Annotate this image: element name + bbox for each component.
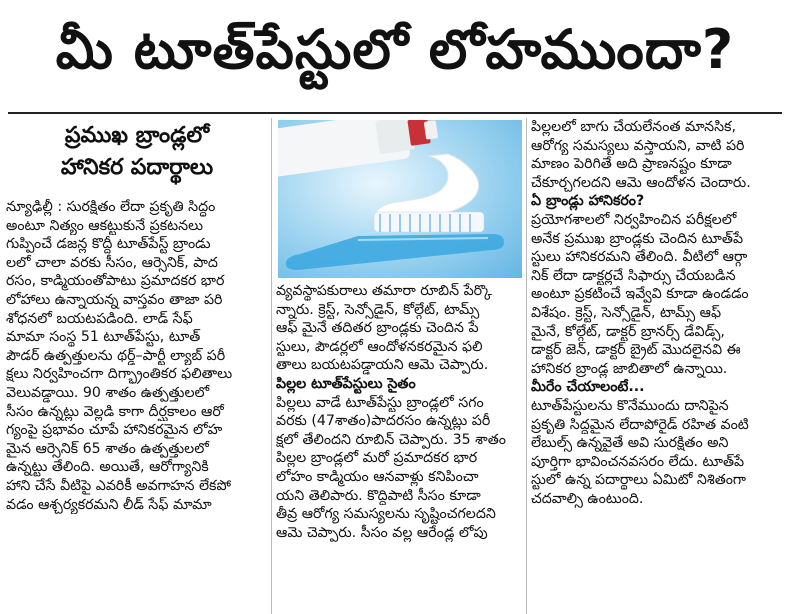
subheading-line: ప్రముఖ బ్రాండ్లలో bbox=[64, 123, 210, 148]
body-line: లోహాలు ఉన్నాయన్న వాస్తవం తాజా పరి bbox=[6, 291, 223, 308]
body-line: అంటూ నిత్యం ఆకట్టుకునే ప్రకటనలు bbox=[6, 217, 204, 234]
column-3 bbox=[531, 118, 786, 614]
body-line: స్టులు హానికరమని తేలింది. వీటిలో ఆర్గా bbox=[531, 249, 748, 266]
toothbrush-photo bbox=[278, 120, 522, 278]
body-line: క్షలో తేలిందని రూబిన్ చెప్పారు. 35 శాతం bbox=[276, 431, 506, 448]
toothbrush-toothpaste-illustration bbox=[278, 120, 522, 278]
body-line: రసం, కాడ్మియంతోపాటు ప్రమాదకర భార bbox=[6, 273, 225, 290]
body-line: అనేక ప్రముఖ బ్రాండ్లకు చెందిన టూత్‌పే bbox=[531, 230, 744, 247]
section-heading: మీరేం చేయాలంటే... bbox=[531, 379, 645, 396]
body-line: సీసం ఉన్నట్లు వెల్లడి కాగా దీర్ఘకాలం ఆరో bbox=[6, 403, 224, 420]
body-line: గుప్పించే డజన్ల కొద్దీ టూత్‌పేస్ట్ బ్రాండు bbox=[6, 236, 211, 253]
body-line: పిల్లల బ్రాండ్లలో మరో ప్రమాదకర భార bbox=[276, 450, 478, 467]
body-line: క్షలు నిర్వహించగా దిగ్భ్రాంతికర ఫలితాలు bbox=[6, 366, 233, 383]
headline: మీ టూత్‌పేస్టులో లోహముందా? bbox=[55, 17, 735, 81]
column-divider bbox=[271, 118, 272, 614]
body-line: అంటూ ప్రకటించే ఇవ్వేవి కూడా ఉండడం bbox=[531, 286, 749, 303]
body-line: మాణం పెరిగితే అది ప్రాణనష్టం కూడా bbox=[531, 156, 732, 173]
body-line: గ్యంపై ప్రభావం చూపే హానికరమైన లోహ bbox=[6, 422, 223, 439]
body-line: తీవ్ర ఆరోగ్య సమస్యలను సృష్టించగలదని bbox=[276, 506, 496, 523]
body-line: వడం ఆశ్చర్యకరమని లీడ్ సేఫ్ మామా bbox=[6, 496, 212, 513]
body-line: వ్యవస్థాపకురాలు తమారా రూబిన్ పేర్కొ bbox=[276, 283, 492, 299]
section-heading: పిల్లల టూత్‌పేస్టులు సైతం bbox=[276, 375, 416, 392]
body-line: హానికర బ్రాండ్ల జాబితాలో ఉన్నాయి. bbox=[531, 360, 728, 377]
body-line: చదవాల్సి ఉంటుంది. bbox=[531, 490, 644, 507]
body-line: ప్రయోగశాలలో నిర్వహించిన పరీక్షలలో bbox=[531, 211, 737, 228]
body-line: విశేషం. క్రెస్ట్, సెన్సోడైన్, టామ్స్ ఆఫ్ bbox=[531, 304, 722, 321]
body-line: ఆఫ్ మైనే తదితర బ్రాండ్లకు చెందిన పే bbox=[276, 320, 479, 337]
body-line: తాలు బయటపడ్డాయని ఆమె చెప్పారు. bbox=[276, 357, 489, 374]
body-line: ఆరోగ్య సమస్యలు వస్తాయని, వాటి పరి bbox=[531, 137, 745, 154]
body-line: ప్రకృతి సిద్ధమైన లేదాపోరైడ్ రహిత వంటి bbox=[531, 416, 749, 433]
body-line: యని తెలిపారు. కొద్దిపాటి సీసం కూడా bbox=[276, 487, 481, 504]
body-line: లేబుల్స్ ఉన్నవైతే అవి సురక్షితం అని bbox=[531, 435, 729, 452]
body-line: వరకు (47శాతం)పాదరసం ఉన్నట్లు పరీ bbox=[276, 413, 491, 430]
body-line: లోహం కాడ్మియం ఆనవాళ్లు కనిపించా bbox=[276, 468, 479, 485]
body-line: శోధనలో బయటపడింది. లాడ్ సేఫ్ bbox=[6, 310, 193, 327]
body-line: పిల్లలు వాడే టూత్‌పేస్టు బ్రాండ్లలో సగం bbox=[276, 394, 484, 411]
body-line: పౌడర్ ఉత్పత్తులను థర్డ్–పార్టీ ల్యాబ్ పరీ bbox=[6, 347, 226, 364]
column-2 bbox=[276, 282, 523, 614]
body-line: ఆమె చెప్పారు. సీసం వల్ల ఆరేండ్ల లోపు bbox=[276, 524, 488, 541]
body-line: పిల్లలలో బాగు చేయలేనంత మానసిక, bbox=[531, 119, 736, 135]
subheading-line: హానికర పదార్థాలు bbox=[60, 155, 214, 180]
column-divider bbox=[526, 118, 527, 614]
article-body bbox=[6, 198, 268, 514]
body-line: మైన ఆర్సెనిక్ 65 శాతం ఉత్పత్తులలో bbox=[6, 440, 209, 457]
body-line: టూత్‌పేస్టులను కొనేముందు దానిపైన bbox=[531, 397, 729, 414]
column-1 bbox=[6, 118, 268, 614]
body-line: చేకూర్చగలదని ఆమె ఆందోళన చెందారు. bbox=[531, 174, 751, 191]
body-line: డాక్టర్ జెన్, డాక్టర్ బ్రైట్ మొదలైనవి ఈ bbox=[531, 342, 741, 359]
body-line: న్నారు. క్రెస్ట్, సెన్సోడైన్, కోల్గేట్, టామ్స్ bbox=[276, 301, 480, 318]
body-line: స్టులు, పౌడర్లలో ఆందోళనకరమైన ఫలి bbox=[276, 338, 483, 355]
body-line: పూర్తిగా భావించనవసరం లేదు. టూత్‌పే bbox=[531, 453, 745, 470]
body-line: ఉన్నట్టు తేలింది. అయితే, ఆరోగ్యానికి bbox=[6, 459, 209, 476]
body-line: వెలువడ్డాయి. 90 శాతం ఉత్పత్తులలో bbox=[6, 384, 210, 401]
body-line: మామా సంస్థ 51 టూత్‌పేస్టు, టూత్ bbox=[6, 329, 201, 346]
body-line: హాని చేసే వీటిపై ఎవరికీ అవగాహన లేకపో bbox=[6, 477, 231, 494]
body-line: స్టులో ఉన్న పదార్థాలు ఏమిటో నిశితంగా bbox=[531, 472, 746, 489]
headline-rule bbox=[8, 112, 782, 114]
body-line: మైనే, కోల్గేట్, డాక్టర్ బ్రానర్స్ డేవిడ్స్, bbox=[531, 323, 725, 340]
section-heading: ఏ బ్రాండ్లు హానికరం? bbox=[531, 193, 645, 210]
subheading bbox=[6, 120, 268, 184]
body-line: లలో చాలా వరకు సీసం, ఆర్సెనిక్, పాద bbox=[6, 254, 218, 271]
body-line: నిక్ లేదా డాక్టర్లచే సిఫార్సు చేయబడిన bbox=[531, 267, 736, 284]
body-line: న్యూఢిల్లీ : సురక్షితం లేదా ప్రకృతి సిద్ధం bbox=[6, 199, 216, 215]
